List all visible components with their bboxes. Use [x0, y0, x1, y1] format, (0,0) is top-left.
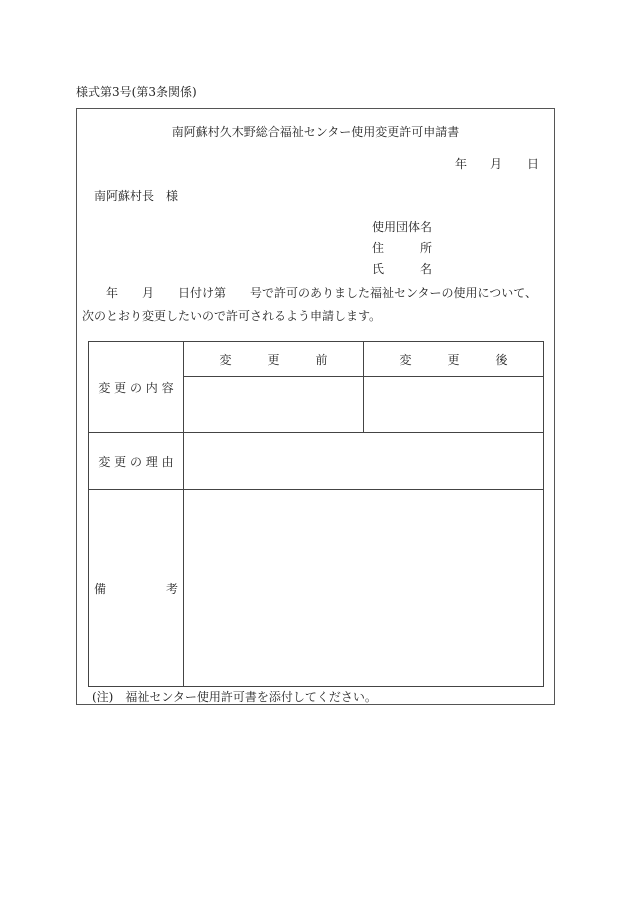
body-line-2: 次のとおり変更したいので許可されるよう申請します。: [82, 309, 382, 323]
applicant-name-label: 氏 名: [372, 262, 433, 276]
applicant-address-label: 住 所: [372, 241, 433, 255]
before-field[interactable]: [184, 377, 364, 433]
row-label-content: 変 更 の 内 容: [89, 342, 184, 433]
applicant-group-label: 使用団体名: [372, 220, 433, 234]
remarks-field[interactable]: [184, 490, 544, 687]
after-field[interactable]: [364, 377, 544, 433]
date-month: 月: [490, 157, 503, 171]
form-title: 南阿蘇村久木野総合福祉センター使用変更許可申請書: [171, 125, 460, 139]
body-line-1: 年 月 日付け第 号で許可のありました福祉センターの使用について、: [82, 286, 538, 300]
row-label-reason: 変 更 の 理 由: [89, 433, 184, 490]
header-before: 変 更 前: [184, 342, 364, 377]
addressee: 南阿蘇村長 様: [94, 189, 179, 203]
reason-field[interactable]: [184, 433, 544, 490]
date-year: 年: [455, 157, 468, 171]
date-day: 日: [527, 157, 540, 171]
row-label-remarks: 備 考: [89, 490, 184, 687]
note: (注) 福祉センター使用許可書を添付してください。: [92, 690, 377, 704]
change-table: [88, 341, 544, 687]
form-number: 様式第3号(第3条関係): [76, 85, 197, 99]
header-after: 変 更 後: [364, 342, 544, 377]
